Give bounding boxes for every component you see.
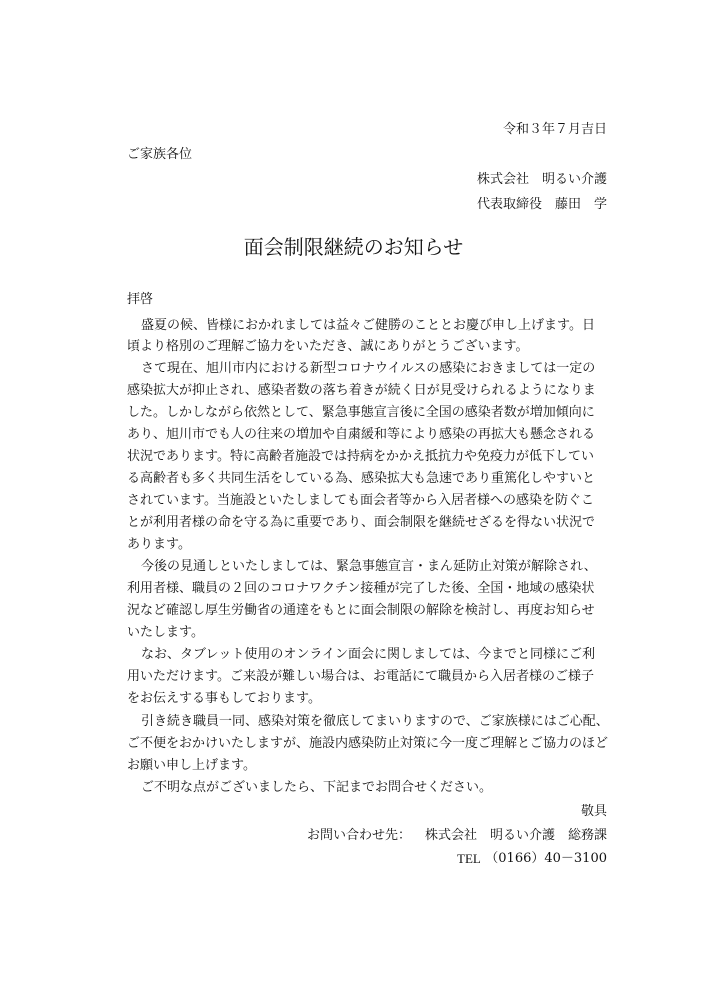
page-title: 面会制限継続のお知らせ: [243, 235, 464, 259]
body-line: なお、タブレット使用のオンライン面会に関しましては、今までと同様にご利: [141, 647, 595, 662]
body-line: 今後の見通しといたしましては、緊急事態宣言・まん延防止対策が解除され、: [141, 559, 597, 574]
body-line: いたします。: [127, 625, 204, 640]
body-line: お願い申し上げます。: [127, 758, 256, 773]
sender-company: 株式会社 明るい介護: [476, 172, 607, 187]
body-line: 感染拡大が抑止され、感染者数の落ち着きが続く日が見受けられるようになりま: [127, 383, 596, 398]
body-line: 用いただけます。ご来設が難しい場合は、お電話にて職員から入居者様のご様子: [127, 669, 594, 684]
body-line: 引き続き職員一同、感染対策を徹底してまいりますので、ご家族様にはご心配、: [141, 714, 609, 729]
body-line: 状況であります。特に高齢者施設では持病をかかえ抵抗力や免疫力が低下してい: [127, 449, 594, 464]
body-line: あり、旭川市でも人の往来の増加や自粛緩和等により感染の再拡大も懸念される: [127, 427, 596, 442]
body-line: されています。当施設といたしましても面会者等から入居者様への感染を防ぐこ: [127, 493, 594, 508]
tel-number: （0166）40－3100: [485, 851, 607, 866]
body-line: あります。: [127, 537, 191, 552]
body-line: 盛夏の候、皆様におかれましては益々ご健勝のこととお慶び申し上げます。日: [141, 318, 595, 333]
contact-label: お問い合わせ先：: [307, 828, 412, 843]
body-line: る高齢者も多く共同生活をしている為、感染拡大も急速であり重篤化しやすいと: [127, 471, 596, 486]
body-line: 頃より格別のご理解ご協力をいただき、誠にありがとうございます。: [127, 339, 529, 354]
letter-date: 令和３年７月吉日: [502, 122, 607, 137]
recipient: ご家族各位: [127, 147, 193, 162]
body-line: 況など確認し厚生労働省の通達をもとに面会制限の解除を検討し、再度お知らせ: [127, 603, 595, 618]
body-line: とが利用者様の命を守る為に重要であり、面会制限を継続せざるを得ない状況で: [127, 515, 596, 530]
tel-label: TEL: [457, 851, 481, 866]
sender-representative: 代表取締役 藤田 学: [476, 197, 607, 212]
body-line: さて現在、旭川市内における新型コロナウイルスの感染におきましては一定の: [141, 361, 596, 376]
body-line: ご不便をおかけいたしますが、施設内感染防止対策に今一度ご理解とご協力のほど: [127, 736, 609, 751]
contact-department: 株式会社 明るい介護 総務課: [424, 828, 607, 843]
body-line: した。しかしながら依然として、緊急事態宣言後に全国の感染者数が増加傾向に: [127, 405, 595, 420]
greeting: 拝啓: [127, 292, 154, 307]
body-line: 利用者様、職員の２回のコロナワクチン接種が完了した後、全国・地域の感染状: [127, 581, 595, 596]
body-line: ご不明な点がございましたら、下記までお問合せください。: [141, 780, 493, 795]
body-line: をお伝えする事もしております。: [127, 691, 321, 706]
closing: 敬具: [580, 804, 607, 819]
